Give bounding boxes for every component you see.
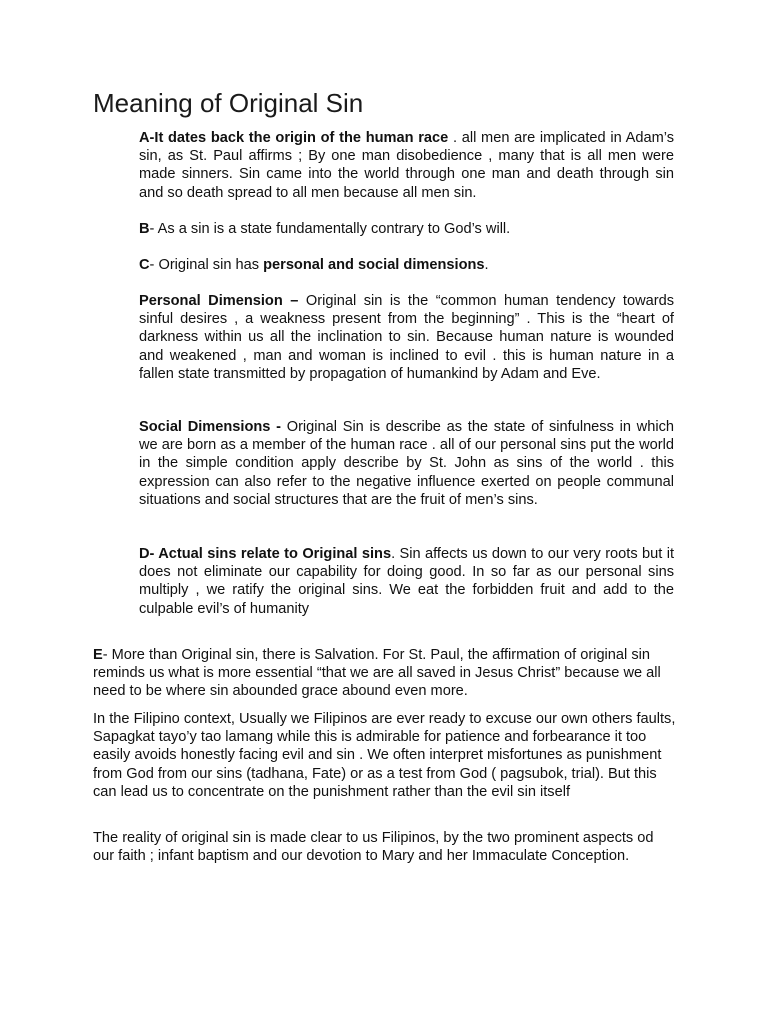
paragraph-personal-dimension — [139, 292, 674, 383]
paragraph-b-lead: B — [139, 221, 150, 237]
paragraph-e-lead: E — [93, 647, 103, 663]
paragraph-d-text: . Sin affects us down to our very roots but it does not eliminate our capability for doing good. In so far as our personal sins multiply , we ratify the original sins. We eat the forbidden fruit and add to the culpable evil’s of humanity — [139, 546, 674, 617]
paragraph-c — [139, 256, 674, 274]
paragraph-e — [93, 646, 677, 701]
paragraph-c-text-after: . — [484, 257, 489, 273]
paragraph-a — [139, 129, 674, 202]
paragraph-filipino-context: In the Filipino context, Usually we Filipinos are ever ready to excuse our own others faults, Sapagkat tayo’y tao lamang while this is admirable for patience and forbearance it too easily avoids honestly facing evil and sin . We often interpret misfortunes as punishment from God from our sins (tadhana, Fate) or as a test from God ( pagsubok, trial). But this can lead us to concentrate on the punishment rather than the evil sin itself — [93, 711, 676, 800]
paragraph-d — [139, 545, 674, 618]
paragraph-d-lead: D- Actual sins relate to Original sins — [139, 546, 392, 562]
paragraph-c-lead: C — [139, 257, 150, 273]
social-dimensions-text: Original Sin is describe as the state of sinfulness in which we are born as a member of the human race . all of our personal sins put the world in the simple condition apply describe by St. John as sins of the world . this expression can also refer to the negative influence exerted on people communal situations and social structures that are the fruit of men’s sins. — [139, 419, 674, 508]
personal-dimension-text: Original sin is the “common human tendency towards sinful desires , a weakness present from the beginning” . This is the “heart of darkness within us all the inclination to sin. Because human nature is wounded and weakened , man and woman is inclined to evil . this is human nature in a fallen state transmitted by propagation of humankind by Adam and Eve. — [139, 293, 674, 382]
paragraph-c-text-before: - Original sin has — [149, 257, 264, 273]
paragraph-b — [139, 220, 674, 238]
personal-dimension-lead: Personal Dimension – — [139, 293, 299, 309]
paragraph-social-dimensions — [139, 418, 674, 509]
paragraph-reality: The reality of original sin is made clear to us Filipinos, by the two prominent aspects od our faith ; infant baptism and our devotion to Mary and her Immaculate Conception. — [93, 830, 654, 865]
social-dimensions-lead: Social Dimensions - — [139, 419, 281, 435]
paragraph-a-text: . all men are implicated in Adam’s sin, as St. Paul affirms ; By one man disobedience , many that is all men were made sinners. Sin came into the world through one man and death through sin and so death spread to all men because all men sin. — [139, 130, 674, 201]
paragraph-e-text: - More than Original sin, there is Salvation. For St. Paul, the affirmation of original sin reminds us what is more essential “that we are all saved in Jesus Christ” because we all need to be where sin abounded grace abound even more. — [93, 647, 661, 700]
page-title: Meaning of Original Sin — [93, 88, 364, 118]
paragraph-a-lead: A-It dates back the origin of the human race — [139, 130, 449, 146]
paragraph-c-bold-phrase: personal and social dimensions — [263, 257, 485, 273]
paragraph-b-text: - As a sin is a state fundamentally contrary to God’s will. — [149, 221, 511, 237]
